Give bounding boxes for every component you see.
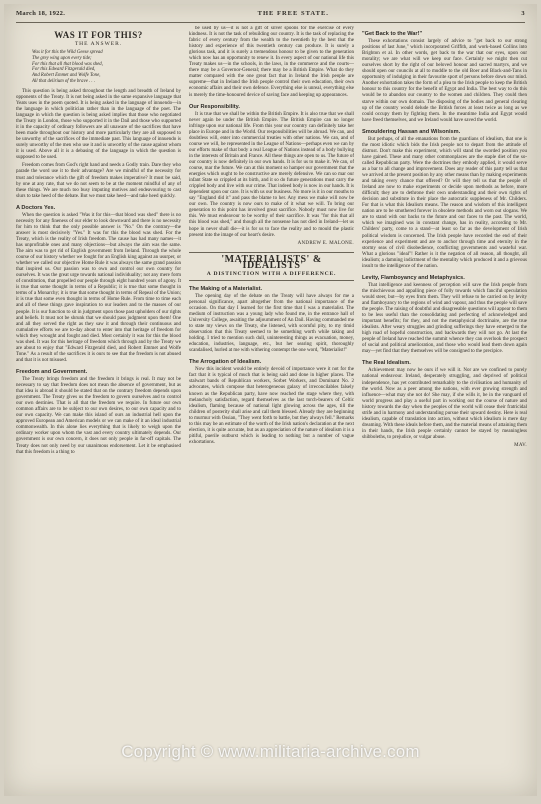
paragraph: It is true that we shall be within the British Empire. It is also true that we shall never again be under the British Empire. The British Empire can no longer infringe upon our national life. From this year our country can definitely take her place in Europe and in the World. Our responsibilities will be abroad. We can, and doubtless will, enter into commercial treaties with other nations. We can, and of course we will, be represented in the League of Nations—perhaps even we can by our efforts make of that body a real League of Nations instead of a body bullying in the interests of Britain and France. All these things are open to us. The future of our country is now definitely in our own hands. It is for us to make it. We can, of course, mar the future. We can at this moment so hamper our government that the energies which ought to be constructive are merely defensive. We can so mar our infant State so crippled at its birth, and it so do future generations must carry the crippled body and live with our crime. That indeed body is now in our hands. It is dependent upon our care. It is with us our business. No more is it in our mouths to say "England did it" and pass the blame to her. Any mess we make will now be our own. The country is now ours to make of it what we will. To bring our generation to this point has involved great sacrifice. Nobody must now live for this. We must endeavour to be worthy of their sacrifice. It was "for this that all this blood was shed," and though all the nonsense has not died in Ireland—let us hope in never shall die—it is for us to face the reality and to mould the plastic present into the image of our heart's desire.: [189, 111, 354, 238]
article-title: 'MATERIALISTS' & 'IDEALISTS': [189, 252, 354, 269]
section-heading: A Doctors Yes.: [16, 204, 56, 211]
paragraph: The Treaty brings freedom and the freedom it brings is real. It may not be necessary to say that freedom does not mean the absence of government, but as that idea is abroad it should be stated that on the contrary freedom depends upon government. The Treaty gives us the freedom to govern ourselves and to control our own destinies. That is all that the freedom we require. In future our own common affairs are to be subject to our own desires, to our own capacity and to our own capacity. We can make this island of ours an industrial hell upon the approved European and American models or we can make of it an ideal industrial commonwealth. In this alone lies everything that is likely to weigh upon the ordinary worker upon whom the vast and every country ultimately depends. Our government is our own concern, it does not only people in far-off capitals. The Treaty does not only need by our unanimous endorsement. Let it be emphasised that this freedom is a thing to: [16, 376, 181, 455]
poem-line: The grey wing upon every tide;: [32, 55, 92, 61]
newspaper-page: [4, 4, 537, 796]
poem-line: Was it for this the Wild Geese spread: [32, 50, 103, 56]
paragraph: When the question is asked "Was it for this—that blood was shed" there is no necessity for any fineness of our elder to look downward and there is no necessity for him to think that the only possible answer is "No." On the contrary—the answer is most decisively "Yes." It was for this the blood was shed. For the Treaty, which is the reality of Irish freedom. The cause has had many names—it has unprofitable ones and many objections—but always the aim was the same. The aim was to get rid of English government from Ireland. Through the whole course of our history whether we fought for an English king against an usurper, or whether we called our objective Home Rule it was always the same grand passion that inspired us. Our passion was to own and control our own country for ourselves. It was the great urge towards national individuality; not any mere form of constitution, that propelled our people through eight hundred years of agony. It is true that some thought in terms of a Republic; it is true that some thought in terms of a Monarchy; it is true that some thought in terms of Repeal of the Union; it is true that some even thought in terms of Home Rule. From time to time each and all of these things gave inspiration to our leaders and to the masses of our people. It is our function to sit in judgment upon those past upholders of our rights and beliefs. It must not be shrunk that we should pass judgment upon them! One and all they served the right as they saw it and through their continuous and cumulative efforts we are to-day about to enter into that heritage of freedom for which they wrought and fought and died. Most certainly it was for this the blood was shed. It was for this heritage of freedom which through and by the Treaty we are about to enjoy that "Edward Fitzgerald died, and Robert Emmet and Wolfe Tone." As a result of the sacrifices it is ours to see that the freedom is not abused and that it is not misused.: [16, 212, 181, 363]
column-2: [189, 26, 354, 796]
page-header: [16, 10, 525, 23]
paragraph: Achievement may now be ours if we will it. Nor are we confined to purely national endeavour. Ireland, desperately struggling, and deprived of political independence, has yet contributed remarkably to the civilisation and humanity of the world. Now as a peer among the nations, with ever growing strength and influence—what may she not do! She may, if she wills it, be in the vanguard of world progress and play a useful part in working out the course of nature and history towards the day when the peoples of the world will cease their fratricidal strife and in harmony and understanding pursue their upward destiny. Here is real idealism, capable of translation into action, without which idealism is mere day dreaming. With these ideals before them, and the material means of attaining them in their hands, the Irish people certainly cannot be stayed by meaningless shibboleths, to prejudice, or vulgar abuse.: [362, 368, 527, 440]
column-3: [362, 26, 527, 796]
page-number: 3: [521, 10, 525, 17]
section-heading: The Arrogation of Idealism.: [189, 359, 262, 366]
section-heading: Levity, Flamboyancy and Metaphysics.: [362, 274, 465, 281]
column-1: [16, 26, 181, 796]
poem-line: All that delirium of the brave . . .: [32, 79, 96, 85]
article-subtitle: A DISTINCTION WITH A DIFFERENCE.: [189, 271, 354, 281]
section-heading: The Making of a Materialist.: [189, 285, 263, 292]
article-subtitle: THE ANSWER.: [74, 41, 123, 48]
poem-line: For this Edward Fitzgerald died,: [32, 67, 96, 73]
poem-line: And Robert Emmet and Wolfe Tone,: [32, 73, 101, 79]
paragraph: That intelligence and keenness of perception will save the Irish people from the mischievous and appalling piece of folly towards which fanciful speculation would steer, but—by eyes from them. They will refuse to be carried on by levity and flamboyancy to the regions of wind and vapour, and thus the people will save the people. The raising of doubtful and disagreeable questions will appear to them to be less useful than the consolidating and perfecting of acknowledged and important benefits; for they, and not the metaphysical doctrinaire, are the true idealists. After weary struggles and grinding sufferings they have emerged to the high road of hopeful construction, and backwards they will not go. At last the people of Ireland have reached the summit whence they can overlook the prospect of social and political amelioration, and those who would lead them down again may—yet find that they themselves will be consigned to the precipice.: [362, 282, 527, 355]
section-heading: Freedom and Government.: [16, 368, 88, 375]
issue-date: March 18, 1922.: [16, 10, 66, 17]
author-signature: MAV.: [514, 443, 527, 448]
paragraph: be used by us—it is not a gift of silver spoons for the exercise of every kindness. It is not the task of rebuilding our country. It is the task of replacing the fabric of every century from the wealth to the twentieth by the best that the history and experience of this twentieth century can produce. It is surely a glorious task, and it is surely a tremendous honour to be given to the generation which now has an opportunity to renew it. In every aspect of our national life this Treaty makes us—in the schools, in the laws, in the commerce and the courts—there may be a Governor-General; there may be a British Empire. What do they matter compared with the one great fact that in Ireland the Irish people are supreme—that in Ireland the Irish people control their own education, their own economic affairs and their own defence. Everything else is unreal, everything else is merely the time-honoured device of saving face and keeping up appearances.: [189, 26, 354, 98]
paragraph: These exhortations consist largely of advice to "get back to our strong positions of last June," which incorporated Griffith, and work-based Collins into Brighton et al. In other words, get back to the war that our eyes, upon our morality; we are what will we keep our face. Certainly we might then cut ourselves short by the right of our beloved honour and sacred martyrs, and we should open our councils at all to muddle to the old Boer and Black-and-Tans in opportunity of indulging in their favourite sport of persons before down our mind. Another exhortation takes the form of a plea to the Irish people to keep the British honour to this country for the benefit of Egypt and India. The best way to do this would be to abandon our country to the women and children. They could then starve within our own domain. The disposing of the bodies and general clearing up of the country would delude the British forces at least twice as long as we could occupy them by fighting them. In the meantime India and Egypt would have freed themselves, and we Ireland would have saved the world.: [362, 39, 527, 123]
poem-quote: [32, 50, 181, 85]
article-title: WAS IT FOR THIS?: [54, 30, 143, 40]
poem-line: For this that all that blood was shed,: [32, 61, 103, 67]
paragraph: Freedom comes from God's right hand and needs a Godly train. Dare they who parade the word use it to their advantage? Are we mindful of the necessity for trust and tolerance which the gift of freedom makes imperative? It must be said, by one at any rate, that we do not seem to be at the moment mindful of any of these things. We are much too busy imputing motives and endeavouring to cast slurs to take heed of the debate. But we must take heed—and take heed quickly.: [16, 163, 181, 199]
paragraph: This question is being asked throughout the length and breadth of Ireland by opponents of the Treaty. It is not being asked in the same expansive language that Yeats uses in the poem quoted. It is being asked in the language of innuendo—in the language in which politician rather than in the language of the poet. The language in which the question is being asked implies that those who negotiated the Treaty in London, those who supported it in the Dail and those who supported it in the capacity of ordinary followers are all unaware of the sacrifices that have been made throughout our history and more particularly they are all supposed to be unworthy of the sacrifices of the immediate past. This language of innuendo is surely unworthy of the men who use it and is unworthy of the cause against whom it is used. Above all it is a debasing of the language in which the question is supposed to be used.: [16, 88, 181, 161]
section-heading: Our Responsibility.: [189, 103, 240, 110]
article-columns: [16, 26, 527, 796]
paragraph: The opening day of the debate on the Treaty will have always for me a personal significance, apart altogether from the national importance of the occasion. On that day I learned for the first time that I was a materialist. The medium of instruction was a young lady who found me, in the entrance hall of University College, awaiting the adjournment of An Dail. Having commanded me to state my views on the Treaty, she listened, with scornful pity, to my timid observation that this Treaty seemed to be something worth while taking and holding. I tried to mention such dull, uninteresting things as evacuation, money, education, industries, language, etc., but her searing spirit, thoroughly scandalised, hurled at me with withering contempt the one word, "Materialist!": [189, 293, 354, 354]
section-heading: Smouldering Hassan and Wilsonism.: [362, 128, 461, 135]
masthead-title: THE FREE STATE.: [257, 10, 329, 17]
copyright-watermark: Copyright © www.militaria-archive.com: [121, 742, 420, 761]
section-heading: The Real Idealism.: [362, 360, 411, 367]
paragraph: But perhaps, of all the emanations from the guardians of idealism, that one is the most idiotic which bids the Irish people not to depart from the attitude of distrust. Don't make this experiment, which will stand the sworded position you have gained. These and many other commonplaces are the staple diet of the so-called Republican party. Were the doctrines they embody applied, it would serve as a bar to all change and improvement. Does any reader of this party tell us that we arrived at the present position by any other means than by making experiments and taking every chance that offered? Or will they tell us that the people of Ireland are now to make experiments or decide upon methods as before, more difficult; they are to dethrone their own understanding and their own rights of decision and substitute in their place the autocratic suppleness of Mr. Childers. For that is what this Idealism means. The reason and wisdom of this intelligent nation are to be smothered forever in obsolete methods and worn out slogans. We are to stand with our backs to the future and our faces to the past. The world, which we imagined was in constant change, has in reality, according to Mr. Childers' party, come to a stand—at least so far as the development of Irish political wisdom is concerned. The Irish people have recorded the end of their experience and experiment and are to anchor through time and eternity in the stormy seas of civil disobedience, conflicting governments and wasteful war. What a glorious "ideal"! Rather is it the negation of all reason, all thought, all idealism; a damning indictment of the mentality which produced it and a grievous insult to the intelligence of the nation.: [362, 136, 527, 269]
section-heading: "Get Back to the War!": [362, 31, 423, 37]
paragraph: Now this incident would be entirely devoid of importance were it not for the fact that it is typical of much that is being said and done in higher places. The stalwart bands of Republican workers, Sorbet Workers, and Dominant No. 2 advocates, which compose that heterogeneous galaxy of irreconcilables falsely known as the Republican party, have now reached the stage where they, with melancholy satisfaction, regard themselves as the last torch-bearers of Celtic idealism, flaming because of national light glowing across the ages, till the children of posterity shall arise and call them blessed. Already they are beginning to murmur with Ossian, "They went forth to battle, but they always fell." Remarks to this may be an estimate of the worth of the Irish nation's declaration at the next election, it is quite accurate, but as an appreciation of the nature of idealism it is a pitiful, puerile outburst which is leading to nothing but a number of vague exhortations.: [189, 367, 354, 445]
author-signature: ANDREW E. MALONE.: [297, 240, 354, 246]
